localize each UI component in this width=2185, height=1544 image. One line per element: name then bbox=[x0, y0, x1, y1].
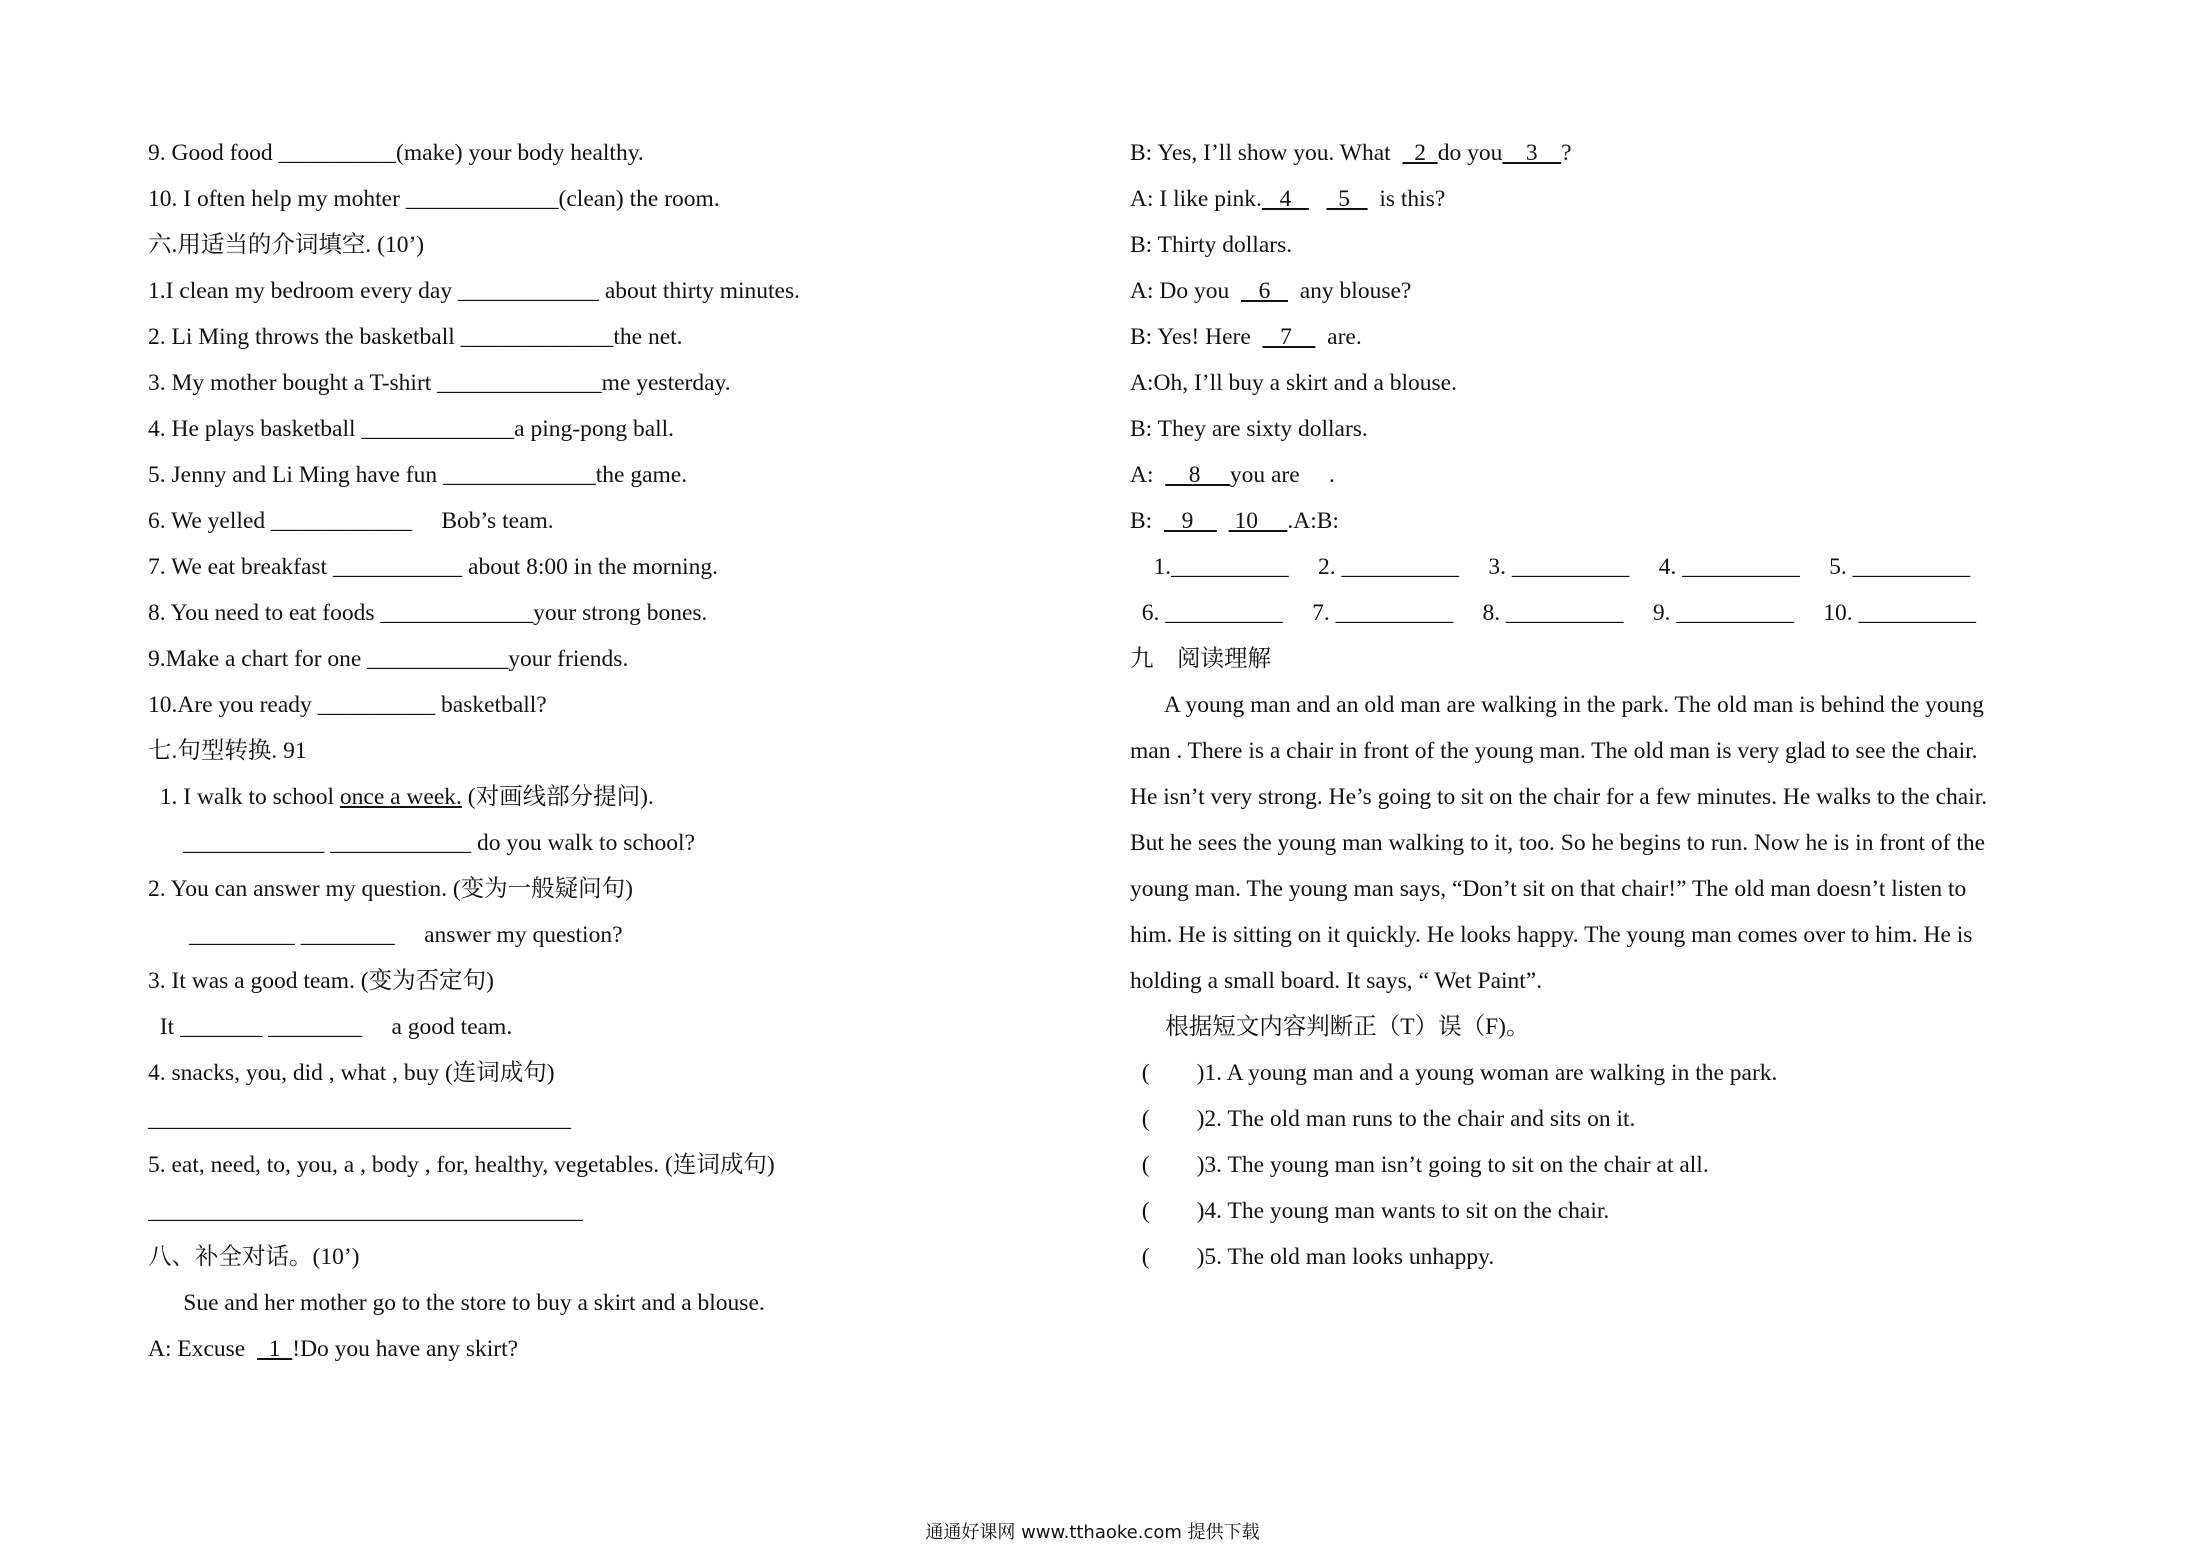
dialogue-b5-space bbox=[1217, 508, 1229, 534]
passage-line-2: man . There is a chair in front of the young man. The old man is very glad to see the chair. bbox=[1130, 738, 1978, 764]
s6-item-1: 1.I clean my bedroom every day ____________ about thirty minutes. bbox=[148, 278, 800, 304]
answer-row-2: 6. __________ 7. __________ 8. __________ 9. __________ 10. __________ bbox=[1130, 600, 1976, 626]
blank-9: 9 bbox=[1163, 508, 1217, 534]
dialogue-a2 bbox=[1130, 184, 1445, 214]
dialogue-b4: B: They are sixty dollars. bbox=[1130, 416, 1368, 442]
dialogue-a5-end: you are . bbox=[1229, 462, 1335, 488]
dialogue-a1-text: A: Excuse bbox=[148, 1336, 257, 1362]
section-8-title: 八、补全对话。(10’) bbox=[148, 1244, 360, 1270]
s6-item-10: 10.Are you ready __________ basketball? bbox=[148, 692, 547, 718]
passage-line-7: holding a small board. It says, “ Wet Paint”. bbox=[1130, 968, 1543, 994]
tf-item-3: ( )3. The young man isn’t going to sit on the chair at all. bbox=[1130, 1152, 1709, 1178]
dialogue-a5 bbox=[1130, 460, 1335, 490]
dialogue-a1 bbox=[148, 1334, 518, 1364]
blank-10: 10 bbox=[1228, 508, 1288, 534]
s7-q2-answer-line: _________ ________ answer my question? bbox=[148, 922, 623, 948]
dialogue-a2-text: A: I like pink. bbox=[1130, 186, 1262, 212]
s6-item-8: 8. You need to eat foods _____________your strong bones. bbox=[148, 600, 708, 626]
dialogue-b1 bbox=[1130, 138, 1572, 168]
question-5-10: 10. I often help my mohter _____________(clean) the room. bbox=[148, 186, 720, 212]
dialogue-b3-end: are. bbox=[1315, 324, 1362, 350]
s7-q1-answer-line: ____________ ____________ do you walk to school? bbox=[148, 830, 695, 856]
s7-q5-answer-line: _____________________________________ bbox=[148, 1198, 583, 1224]
tf-instruction: 根据短文内容判断正（T）误（F)。 bbox=[1130, 1014, 1530, 1040]
dialogue-b1-end: ? bbox=[1561, 140, 1572, 166]
s7-question-1 bbox=[148, 782, 654, 812]
blank-1: 1 bbox=[257, 1336, 293, 1362]
s7-question-4: 4. snacks, you, did , what , buy (连词成句) bbox=[148, 1060, 555, 1086]
blank-4: 4 bbox=[1261, 186, 1309, 212]
s6-item-7: 7. We eat breakfast ___________ about 8:00 in the morning. bbox=[148, 554, 719, 580]
dialogue-a1-rest: !Do you have any skirt? bbox=[292, 1336, 519, 1362]
s7-question-2: 2. You can answer my question. (变为一般疑问句) bbox=[148, 876, 633, 902]
footer-credit: 通通好课网 www.tthaoke.com 提供下载 bbox=[925, 1522, 1260, 1543]
dialogue-b1-mid: do you bbox=[1437, 140, 1503, 166]
s7-q4-answer-line: ____________________________________ bbox=[148, 1106, 571, 1132]
dialogue-a4: A:Oh, I’ll buy a skirt and a blouse. bbox=[1130, 370, 1457, 396]
s6-item-2: 2. Li Ming throws the basketball _____________the net. bbox=[148, 324, 683, 350]
dialogue-a2-space bbox=[1309, 186, 1327, 212]
tf-item-5: ( )5. The old man looks unhappy. bbox=[1130, 1244, 1495, 1270]
blank-6: 6 bbox=[1240, 278, 1288, 304]
dialogue-b5-end: .A:B: bbox=[1287, 508, 1339, 534]
passage-line-6: him. He is sitting on it quickly. He looks happy. The young man comes over to him. He is bbox=[1130, 922, 1973, 948]
dialogue-b2: B: Thirty dollars. bbox=[1130, 232, 1293, 258]
passage-line-4: But he sees the young man walking to it, too. So he begins to run. Now he is in front of the bbox=[1130, 830, 1986, 856]
s7-q1-text: 1. I walk to school bbox=[148, 784, 340, 810]
s7-q3-answer-line: It _______ ________ a good team. bbox=[148, 1014, 513, 1040]
tf-item-1: ( )1. A young man and a young woman are walking in the park. bbox=[1130, 1060, 1778, 1086]
blank-2: 2 bbox=[1402, 140, 1438, 166]
s6-item-9: 9.Make a chart for one ____________your friends. bbox=[148, 646, 629, 672]
dialogue-b3-text: B: Yes! Here bbox=[1130, 324, 1263, 350]
answer-row-1: 1.__________ 2. __________ 3. __________ 4. __________ 5. __________ bbox=[1130, 554, 1971, 580]
s6-item-6: 6. We yelled ____________ Bob’s team. bbox=[148, 508, 554, 534]
dialogue-b1-text: B: Yes, I’ll show you. What bbox=[1130, 140, 1403, 166]
s6-item-3: 3. My mother bought a T-shirt ______________me yesterday. bbox=[148, 370, 731, 396]
question-5-9: 9. Good food __________(make) your body healthy. bbox=[148, 140, 644, 166]
dialogue-a3-text: A: Do you bbox=[1130, 278, 1241, 304]
s7-q1-underlined: once a week. bbox=[339, 784, 462, 810]
s6-item-4: 4. He plays basketball _____________a ping-pong ball. bbox=[148, 416, 675, 442]
blank-5: 5 bbox=[1326, 186, 1368, 212]
blank-3: 3 bbox=[1502, 140, 1562, 166]
passage-line-1: A young man and an old man are walking in the park. The old man is behind the young bbox=[1130, 692, 1984, 718]
s6-item-5: 5. Jenny and Li Ming have fun _____________the game. bbox=[148, 462, 688, 488]
tf-item-4: ( )4. The young man wants to sit on the chair. bbox=[1130, 1198, 1610, 1224]
blank-7: 7 bbox=[1262, 324, 1316, 350]
tf-item-2: ( )2. The old man runs to the chair and sits on it. bbox=[1130, 1106, 1636, 1132]
s8-intro: Sue and her mother go to the store to buy a skirt and a blouse. bbox=[148, 1290, 765, 1316]
s7-question-5: 5. eat, need, to, you, a , body , for, healthy, vegetables. (连词成句) bbox=[148, 1152, 775, 1178]
s7-question-3: 3. It was a good team. (变为否定句) bbox=[148, 968, 494, 994]
passage-line-3: He isn’t very strong. He’s going to sit on the chair for a few minutes. He walks to the chair. bbox=[1130, 784, 1988, 810]
dialogue-a2-end: is this? bbox=[1367, 186, 1446, 212]
blank-8: 8 bbox=[1165, 462, 1230, 488]
s7-q1-instruction: (对画线部分提问). bbox=[461, 784, 654, 810]
dialogue-a5-text: A: bbox=[1130, 462, 1166, 488]
dialogue-b5-text: B: bbox=[1130, 508, 1164, 534]
dialogue-a3 bbox=[1130, 276, 1411, 306]
section-6-title: 六.用适当的介词填空. (10’) bbox=[148, 232, 425, 258]
section-7-title: 七.句型转换. 91 bbox=[148, 738, 307, 764]
dialogue-b5 bbox=[1130, 506, 1339, 536]
dialogue-a3-end: any blouse? bbox=[1287, 278, 1412, 304]
dialogue-b3 bbox=[1130, 322, 1362, 352]
section-9-title: 九 阅读理解 bbox=[1130, 646, 1271, 672]
passage-line-5: young man. The young man says, “Don’t sit on that chair!” The old man doesn’t listen to bbox=[1130, 876, 1967, 902]
